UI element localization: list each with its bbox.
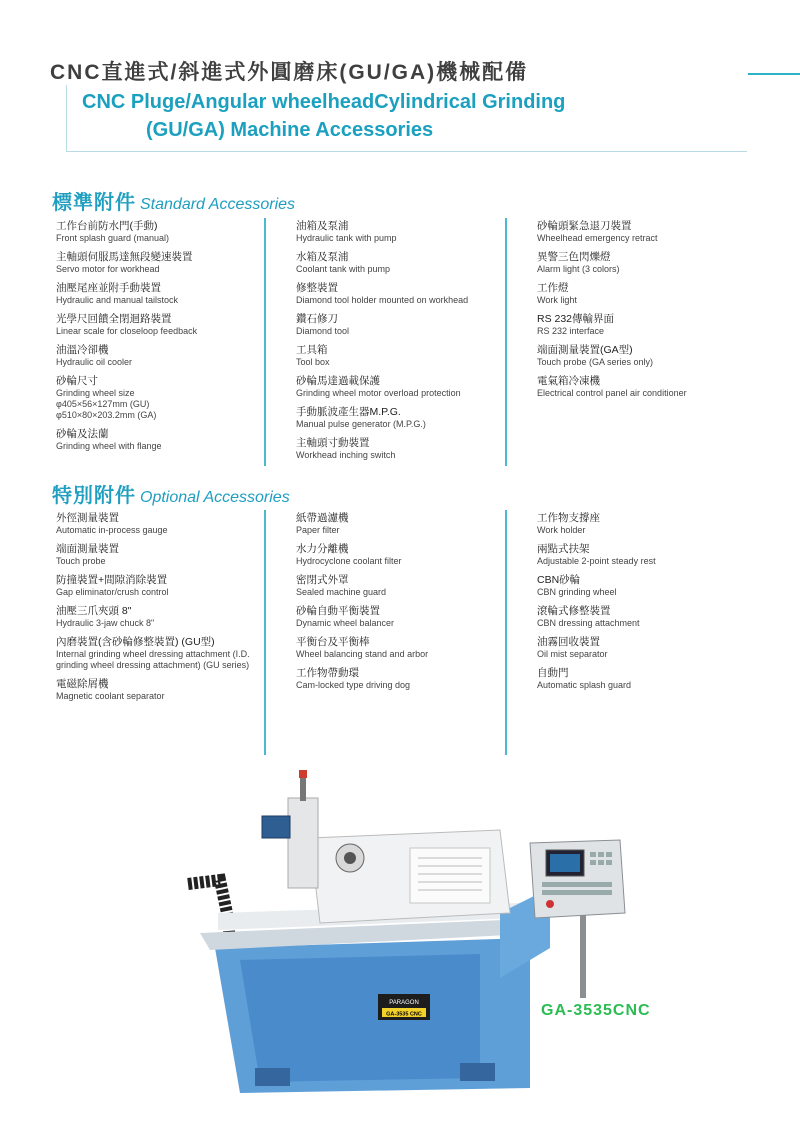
list-item: RS 232傳輸界面 — [537, 313, 615, 325]
list-item: 油溫冷卻機 Hydraulic oil cooler — [56, 344, 133, 367]
list-item: 主軸頭寸動裝置 Workhead inching switch — [296, 437, 396, 460]
standard-column-2 — [296, 220, 516, 468]
list-item: 主軸頭伺服馬達無段變速裝置 Servo motor for workhead — [56, 251, 193, 274]
list-item: 工作燈 Work light — [537, 282, 577, 305]
list-item: 砂輪尺寸 Grinding wheel size φ405×56×127mm (GU) φ510×80×203.2mm (GA) — [56, 375, 157, 420]
list-item: 鑽石修刀 Diamond tool — [296, 313, 350, 336]
optional-accessories-heading — [52, 479, 290, 508]
list-item: 油霧回收裝置 Oil mist separator — [537, 636, 608, 659]
list-item: 油箱及泵浦 Hydraulic tank with pump — [296, 220, 397, 243]
column-divider — [264, 218, 266, 466]
list-item: 工作物支撐座 Work holder — [537, 512, 600, 535]
list-item: CBN砂輪 CBN grinding wheel — [537, 574, 617, 597]
column-divider — [505, 218, 507, 466]
list-item: 電磁除屑機 Magnetic coolant separator — [56, 678, 165, 701]
list-item: 砂輪自動平衡裝置 Dynamic wheel balancer — [296, 605, 395, 628]
list-item: 油壓尾座並附手動裝置 Hydraulic and manual tailstock — [56, 282, 179, 305]
standard-heading-en: Standard Accessories — [140, 196, 296, 213]
optional-heading-en: Optional Accessories — [140, 489, 290, 506]
list-item: 端面測量裝置(GA型) Touch probe (GA series only) — [537, 344, 654, 367]
optional-column-3 — [537, 512, 757, 698]
column-divider — [264, 510, 266, 755]
list-item: 工具箱 Tool box — [296, 344, 330, 367]
list-item: 電氣箱冷凍機 Electrical control panel air conditioner — [537, 375, 687, 398]
list-item: 內磨裝置(含砂輪修整裝置) (GU型) Internal grinding wheel dressing attachment (I.D. grinding wheel dressing attachment) (GU series) — [56, 636, 250, 670]
list-item: 滾輪式修整裝置 CBN dressing attachment — [537, 605, 640, 628]
list-item: 端面測量裝置 Touch probe — [56, 543, 119, 566]
list-item: 水力分離機 Hydrocyclone coolant filter — [296, 543, 402, 566]
plate-model-text: GA-3535 CNC — [386, 1011, 422, 1018]
list-item: RS 232 interface — [537, 326, 605, 336]
list-item: 異警三色閃爍燈 Alarm light (3 colors) — [537, 251, 620, 274]
list-item: 手動脈波產生器M.P.G. Manual pulse generator (M.P.G.) — [296, 406, 426, 429]
optional-column-2 — [296, 512, 516, 698]
column-divider — [505, 510, 507, 755]
list-item: 工作物帶動環 Cam-locked type driving dog — [296, 667, 411, 690]
standard-column-1 — [56, 220, 276, 459]
list-item: 工作台前防水門(手動) Front splash guard (manual) — [56, 220, 170, 243]
page-title-english-line1: CNC Pluge/Angular wheelheadCylindrical Grinding — [82, 91, 566, 113]
list-item: 砂輪馬達過載保護 Grinding wheel motor overload protection — [296, 375, 461, 398]
standard-column-3 — [537, 220, 757, 406]
optional-column-1 — [56, 512, 266, 709]
title-accent-line — [748, 73, 800, 75]
standard-heading-zh: 標準附件 — [52, 192, 136, 214]
list-item: 兩點式扶架 Adjustable 2-point steady rest — [537, 543, 656, 566]
list-item: 防撞裝置+間隙消除裝置 Gap eliminator/crush control — [56, 574, 169, 597]
optional-heading-zh: 特別附件 — [52, 485, 136, 507]
list-item: 油壓三爪夾頭 8" Hydraulic 3-jaw chuck 8" — [56, 605, 155, 628]
list-item: 紙帶過濾機 Paper filter — [296, 512, 349, 535]
list-item: 修整裝置 Diamond tool holder mounted on workhead — [296, 282, 469, 305]
list-item: 砂輪及法蘭 Grinding wheel with flange — [56, 428, 162, 451]
standard-accessories-heading — [52, 186, 295, 215]
brand-plate-text: PARAGON — [389, 1000, 419, 1006]
machine-model-label: GA-3535CNC — [541, 1002, 651, 1019]
list-item: 光學尺回饋全閉迴路裝置 Linear scale for closeloop feedback — [56, 313, 198, 336]
list-item: 自動門 Automatic splash guard — [537, 667, 632, 690]
list-item: 水箱及泵浦 Coolant tank with pump — [296, 251, 391, 274]
page-title-chinese: CNC直進式/斜進式外圓磨床(GU/GA)機械配備 — [50, 61, 529, 84]
list-item: 外徑測量裝置 Automatic in-process gauge — [56, 512, 168, 535]
list-item: 砂輪頭緊急退刀裝置 Wheelhead emergency retract — [537, 220, 658, 243]
list-item: 平衡台及平衡棒 Wheel balancing stand and arbor — [296, 636, 429, 659]
machine-photo — [170, 768, 660, 1108]
page-title-english-line2: (GU/GA) Machine Accessories — [146, 119, 434, 141]
list-item: 密閉式外罩 Sealed machine guard — [296, 574, 387, 597]
